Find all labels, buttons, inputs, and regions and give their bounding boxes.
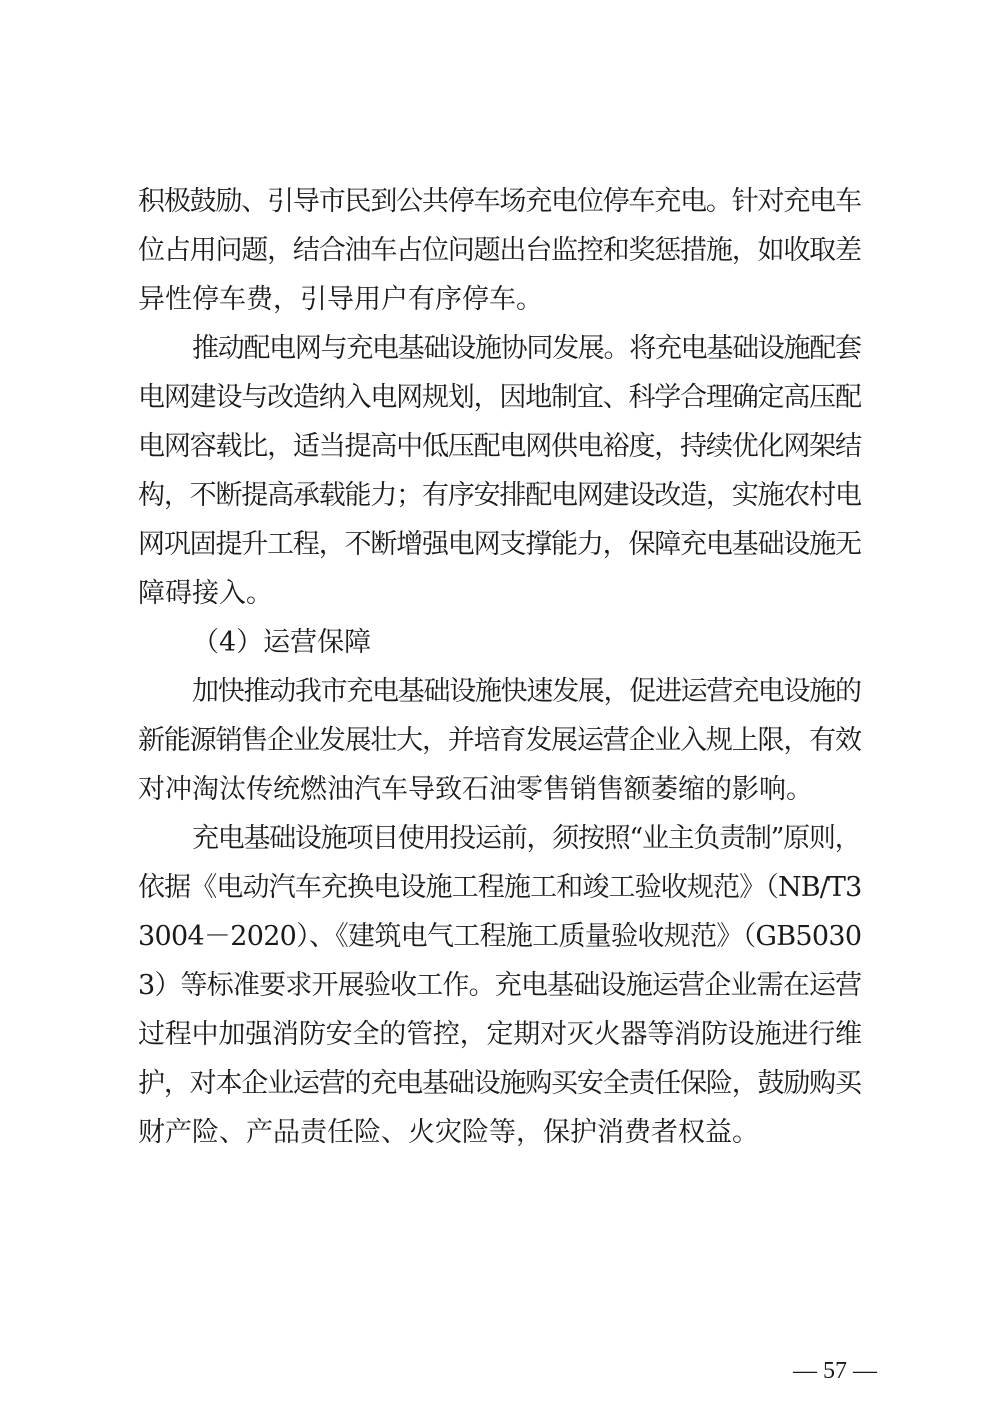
body-text-line: 网巩固提升工程，不断增强电网支撑能力，保障充电基础设施无 <box>138 529 861 560</box>
body-text-line: 充电基础设施项目使用投运前，须按照“业主负责制”原则， <box>192 823 861 854</box>
body-text-line: 3）等标准要求开展验收工作。充电基础设施运营企业需在运营 <box>138 970 862 1001</box>
body-text-line: 位占用问题，结合油车占位问题出台监控和奖惩措施，如收取差 <box>138 235 861 266</box>
body-text-line: 加快推动我市充电基础设施快速发展，促进运营充电设施的 <box>192 676 861 707</box>
body-text-line: 推动配电网与充电基础设施协同发展。将充电基础设施配套 <box>192 333 861 364</box>
body-text-line: 电网容载比，适当提高中低压配电网供电裕度，持续优化网架结 <box>138 431 861 462</box>
body-text-line: 异性停车费，引导用户有序停车。 <box>138 284 543 315</box>
section-heading: （4）运营保障 <box>192 627 372 658</box>
body-text-line: 积极鼓励、引导市民到公共停车场充电位停车充电。针对充电车 <box>138 186 861 217</box>
body-text-line: 依据《电动汽车充换电设施工程施工和竣工验收规范》（NB/T3 <box>138 872 862 903</box>
body-text-line: 构，不断提高承载能力；有序安排配电网建设改造，实施农村电 <box>138 480 861 511</box>
page-number: — 57 — <box>793 1358 877 1384</box>
body-text-line: 3004－2020）、《建筑电气工程施工质量验收规范》（GB5030 <box>138 921 862 952</box>
body-text-line: 电网建设与改造纳入电网规划，因地制宜、科学合理确定高压配 <box>138 382 861 413</box>
body-text-line: 财产险、产品责任险、火灾险等，保护消费者权益。 <box>138 1117 759 1148</box>
body-text-line: 护，对本企业运营的充电基础设施购买安全责任保险，鼓励购买 <box>138 1068 861 1099</box>
body-text-line: 对冲淘汰传统燃油汽车导致石油零售销售额萎缩的影响。 <box>138 774 813 805</box>
body-text-line: 新能源销售企业发展壮大，并培育发展运营企业入规上限，有效 <box>138 725 861 756</box>
body-text-line: 过程中加强消防安全的管控，定期对灭火器等消防设施进行维 <box>138 1019 862 1050</box>
body-text-line: 障碍接入。 <box>138 578 273 609</box>
